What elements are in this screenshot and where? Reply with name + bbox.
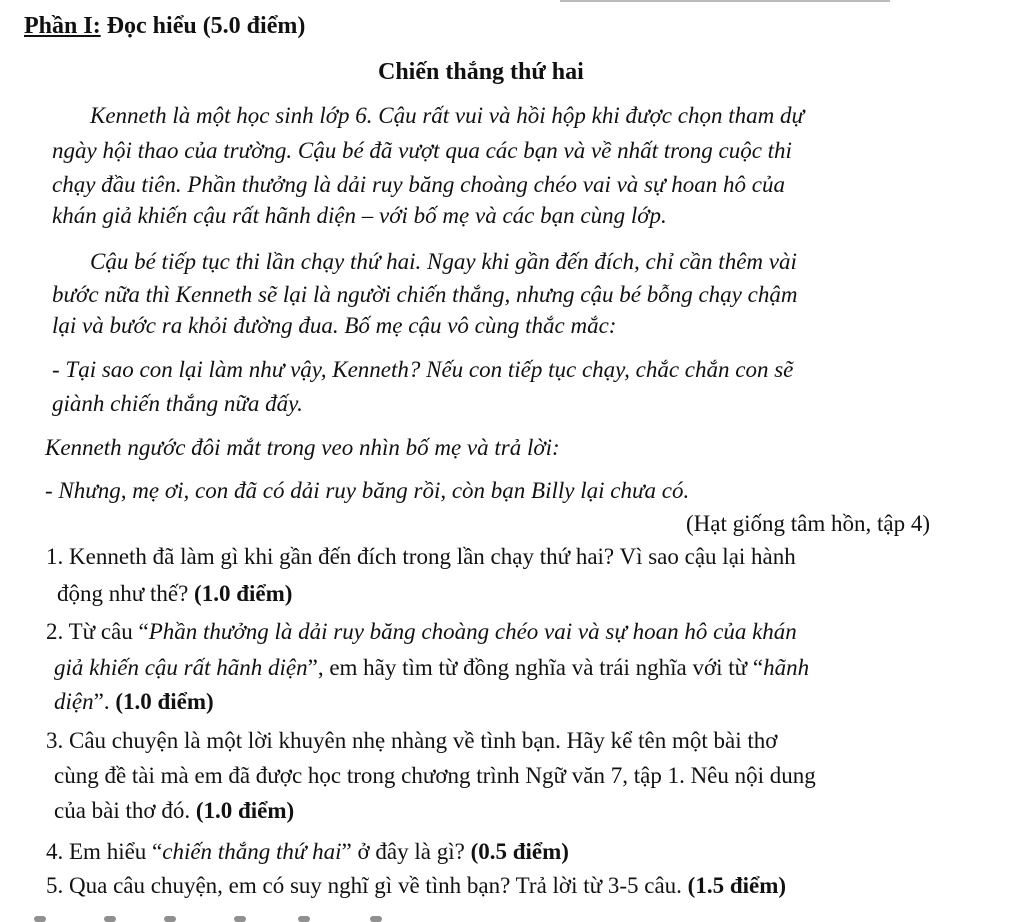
question-2-line-3 <box>54 690 214 713</box>
question-3-line-2: cùng đề tài mà em đã được học trong chương trình Ngữ văn 7, tập 1. Nêu nội dung <box>54 763 816 788</box>
story-dialogue-line: - Nhưng, mẹ ơi, con đã có dải ruy băng rồi, còn bạn Billy lại chưa có. <box>45 478 690 503</box>
question-3-line-1: 3. Câu chuyện là một lời khuyên nhẹ nhàng về tình bạn. Hãy kể tên một bài thơ <box>46 728 778 753</box>
section-title: Đọc hiểu (5.0 điểm) <box>100 13 306 39</box>
question-1-line-1: 1. Kenneth đã làm gì khi gần đến đích trong lần chạy thứ hai? Vì sao cậu lại hành <box>46 544 796 569</box>
story-line: Cậu bé tiếp tục thi lần chạy thứ hai. Ngay khi gần đến đích, chỉ cần thêm vài <box>90 249 797 274</box>
question-2-word: hãnh <box>763 655 810 680</box>
question-5-line <box>46 874 786 897</box>
question-5-text: 5. Qua câu chuyện, em có suy nghĩ gì về tình bạn? Trả lời từ 3-5 câu. <box>46 873 688 898</box>
question-3-text: của bài thơ đó. <box>54 798 196 823</box>
story-line: chạy đầu tiên. Phần thưởng là dải ruy băng choàng chéo vai và sự hoan hô của <box>52 172 785 197</box>
story-line: Kenneth ngước đôi mắt trong veo nhìn bố mẹ và trả lời: <box>45 435 560 460</box>
question-2-text-3: ”. <box>93 689 116 714</box>
question-4-quote: chiến thắng thứ hai <box>162 839 342 864</box>
section-heading <box>24 14 305 38</box>
story-title: Chiến thắng thứ hai <box>378 59 584 85</box>
section-label: Phần I: <box>24 13 101 39</box>
question-1-line-2 <box>57 582 292 605</box>
question-3-line-3 <box>54 799 294 822</box>
question-1-points: (1.0 điểm) <box>194 581 293 606</box>
question-2-word-2: diện <box>54 689 94 714</box>
question-5-points: (1.5 điểm) <box>687 873 787 898</box>
story-line: Kenneth là một học sinh lớp 6. Cậu rất vui và hồi hộp khi được chọn tham dự <box>90 103 805 128</box>
question-4-line <box>46 840 569 863</box>
question-3-points: (1.0 điểm) <box>195 798 295 823</box>
story-source: (Hạt giống tâm hồn, tập 4) <box>686 511 931 536</box>
question-4-points: (0.5 điểm) <box>470 839 569 864</box>
story-line: ngày hội thao của trường. Cậu bé đã vượt qua các bạn và về nhất trong cuộc thi <box>52 138 792 163</box>
story-line: giành chiến thắng nữa đấy. <box>52 391 303 416</box>
question-1-text: động như thế? <box>57 581 195 606</box>
question-2-text-2: ”, em hãy tìm từ đồng nghĩa và trái nghĩa với từ “ <box>307 655 764 680</box>
question-2-line-1 <box>46 620 797 643</box>
question-2-quote-end: giả khiến cậu rất hãnh diện <box>54 655 308 680</box>
story-line: bước nữa thì Kenneth sẽ lại là người chiến thắng, nhưng cậu bé bỗng chạy chậm <box>52 282 798 307</box>
question-4-text: 4. Em hiểu “ <box>46 839 163 864</box>
question-2-quote: Phần thưởng là dải ruy băng choàng chéo vai và sự hoan hô của khán <box>148 619 797 644</box>
story-line: khán giả khiến cậu rất hãnh diện – với bố mẹ và các bạn cùng lớp. <box>52 203 667 228</box>
story-line: lại và bước ra khỏi đường đua. Bố mẹ cậu vô cùng thắc mắc: <box>52 313 617 338</box>
page-edge-top <box>560 0 890 8</box>
question-4-text-2: ” ở đây là gì? <box>341 839 471 864</box>
story-dialogue-line: - Tại sao con lại làm như vậy, Kenneth? Nếu con tiếp tục chạy, chắc chắn con sẽ <box>52 357 794 382</box>
question-2-line-2 <box>54 656 809 679</box>
question-2-text: 2. Từ câu “ <box>46 619 149 644</box>
page-edge-bottom <box>30 910 410 922</box>
question-2-points: (1.0 điểm) <box>115 689 214 714</box>
